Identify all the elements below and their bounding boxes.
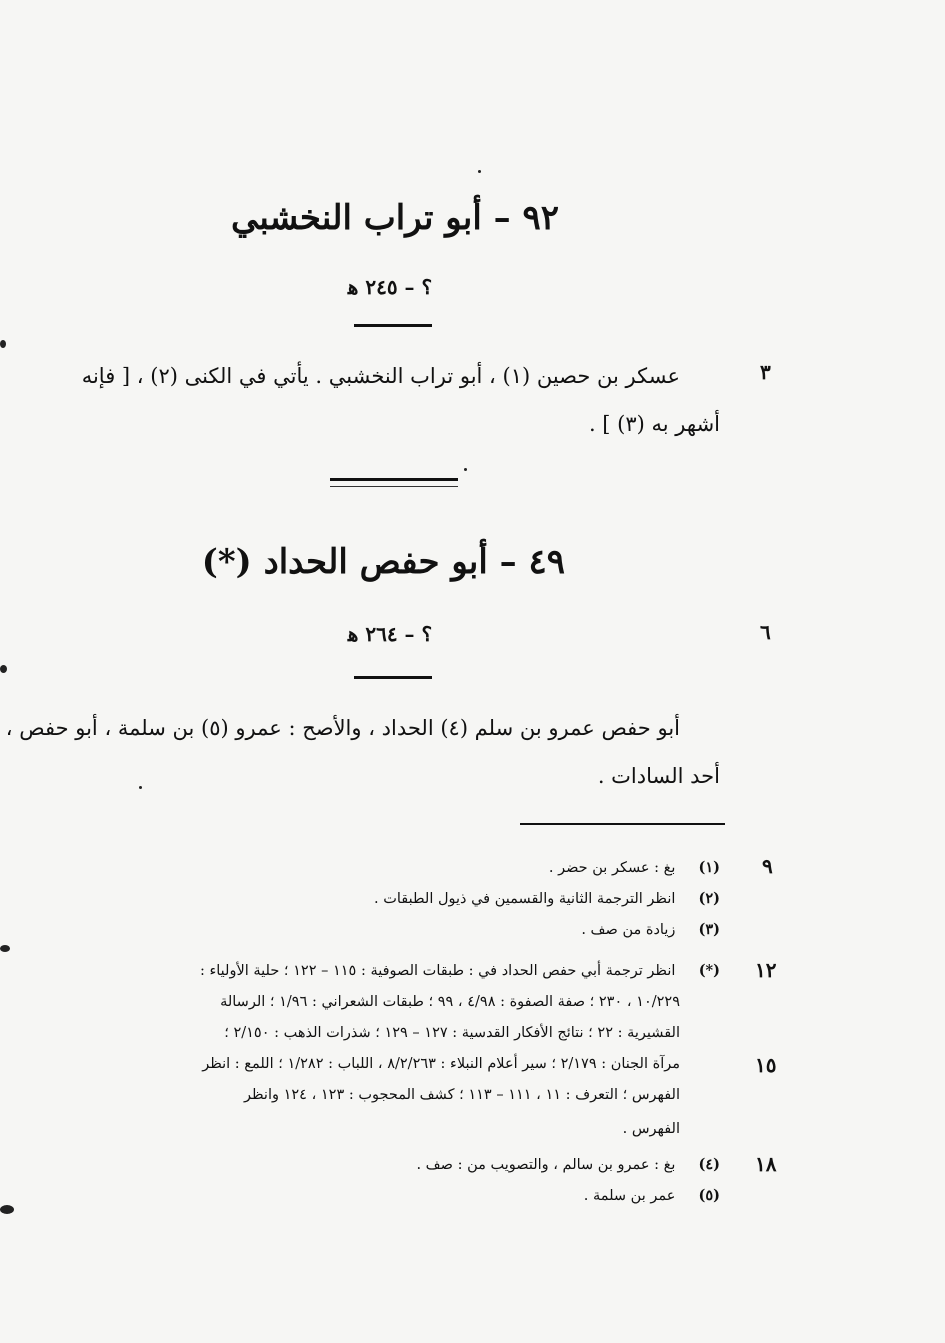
entry2-text-line1: أبو حفص عمرو بن سلم (٤) الحداد ، والأصح : عمرو (٥) بن سلمة ، أبو حفص ، [5,716,680,740]
footnote-separator [520,823,725,825]
entry1-rule [354,324,432,327]
footnote-star-line6: الفهرس . [622,1121,680,1137]
footnote-star-marker: (*) [698,962,720,979]
line-number-12: ١٢ [755,958,777,982]
footnote-star-line4: مرآة الجنان : ٢/١٧٩ ؛ سير أعلام النبلاء : ٨/٢/٢٦٣ ، اللباب : ١/٢٨٢ ؛ اللمع : انظر [202,1056,680,1072]
footnote-5-text: عمر بن سلمة . [583,1188,676,1204]
footnote-3 [581,915,720,945]
footnote-1-marker: (١) [698,859,720,876]
footnote-star-line2: ١٠/٢٢٩ ، ٢٣٠ ؛ صفة الصفوة : ٤/٩٨ ، ٩٩ ؛ طبقات الشعراني : ١/٩٦ ؛ الرسالة [220,994,680,1010]
footnote-2-text: انظر الترجمة الثانية والقسمين في ذيول الطبقات . [374,891,676,907]
entry1-text-line2: أشهر به (٣) ] . [588,412,720,436]
scan-mark [0,340,6,348]
footnote-star-line5: الفهرس ؛ التعرف : ١١ ، ١١١ – ١١٣ ؛ كشف المحجوب : ١٢٣ ، ١٢٤ وانظر [244,1087,680,1103]
entry1-date: ؟ – ٢٤٥ ﻫ [347,275,433,299]
entry1-heading: ٩٢ – أبو تراب النخشبي [231,198,559,238]
line-number-3: ٣ [760,360,771,384]
footnote-3-marker: (٣) [698,921,720,938]
scan-mark [0,945,10,952]
footnote-4 [416,1150,720,1180]
footnote-star-line3: القشيرية : ٢٢ ؛ نتائج الأفكار القدسية : ١٢٧ – ١٢٩ ؛ شذرات الذهب : ٢/١٥٠ ؛ [224,1025,680,1041]
entry2-heading: ٤٩ – أبو حفص الحداد (*) [201,542,565,582]
footnote-3-text: زيادة من صف . [581,922,676,938]
footnote-2 [374,884,720,914]
footnote-4-text: بغ : عمرو بن سالم ، والتصويب من : صف . [416,1157,676,1173]
line-number-9: ٩ [762,854,773,878]
scan-mark [464,468,467,471]
scan-mark [478,170,481,173]
section-divider [330,478,458,481]
line-number-15: ١٥ [755,1053,777,1077]
scan-mark [0,665,7,673]
footnote-5 [584,1181,720,1211]
scan-mark [139,786,142,789]
scan-mark [0,1205,14,1214]
line-number-6: ٦ [760,620,771,644]
entry2-rule [354,676,432,679]
entry1-text-line1: عسكر بن حصين (١) ، أبو تراب النخشبي . يأتي في الكنى (٢) ، [ فإنه [81,364,680,388]
footnote-star [200,956,720,986]
footnote-2-marker: (٢) [698,890,720,907]
section-divider-thin [330,486,458,487]
line-number-18: ١٨ [755,1152,777,1176]
footnote-5-marker: (٥) [698,1187,720,1204]
footnote-1 [549,853,720,883]
entry2-text-line2: أحد السادات . [597,764,720,788]
footnote-4-marker: (٤) [698,1156,720,1173]
footnote-star-line1: انظر ترجمة أبي حفص الحداد في : طبقات الصوفية : ١١٥ – ١٢٢ ؛ حلية الأولياء : [199,963,676,979]
footnote-1-text: بغ : عسكر بن حضر . [548,860,676,876]
entry2-date: ؟ – ٢٦٤ ﻫ [347,622,433,646]
